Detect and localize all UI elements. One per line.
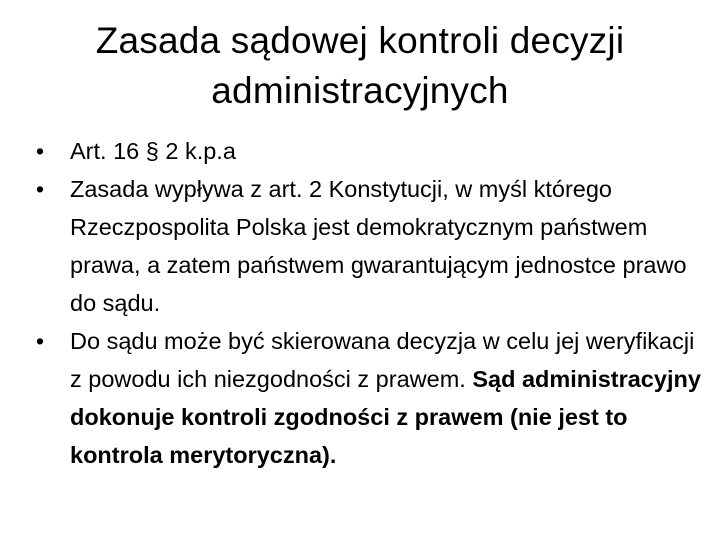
bullet-icon: •: [35, 176, 45, 202]
bullet-bold-text: Sąd administracyjny dokonuje kontroli zgodności z prawem (nie jest to kontrola merytoryczna).: [70, 366, 701, 468]
title-line-1: Zasada sądowej kontroli decyzji: [95, 20, 625, 61]
slide-title: [40, 16, 680, 116]
bullet-item: [22, 132, 702, 170]
bullet-text: Do sądu może być skierowana decyzja w celu jej weryfikacji z powodu ich niezgodności z prawem.: [70, 328, 695, 392]
bullet-item: [22, 322, 702, 474]
bullet-text: Art. 16 § 2 k.p.a: [70, 138, 236, 164]
bullet-text: Zasada wypływa z art. 2 Konstytucji, w myśl którego Rzeczpospolita Polska jest demokratycznym państwem prawa, a zatem państwem gwarantującym jednostce prawo do sądu.: [70, 176, 687, 316]
bullet-list: [22, 132, 702, 474]
bullet-icon: •: [35, 328, 45, 354]
title-line-2: administracyjnych: [211, 70, 509, 111]
bullet-item: [22, 170, 702, 322]
bullet-icon: •: [35, 138, 45, 164]
